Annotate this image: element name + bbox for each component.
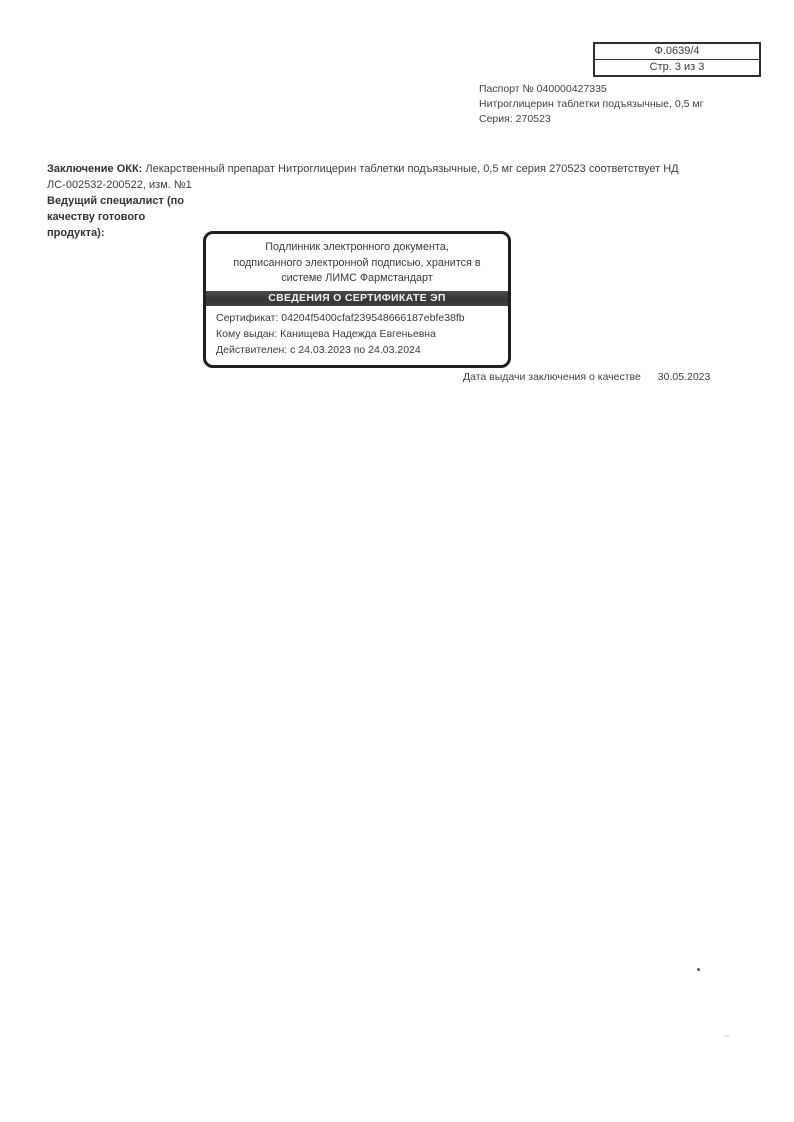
product-name: Нитроглицерин таблетки подъязычные, 0,5 мг [479,98,704,110]
certificate-band-title: СВЕДЕНИЯ О СЕРТИФИКАТЕ ЭП [206,291,508,306]
issued-to-line: Кому выдан: Канищева Надежда Евгеньевна [216,327,436,340]
certificate-line: Сертификат: 04204f5400cfaf239548666187ebfe38fb [216,311,465,324]
validity-line: Действителен: с 24.03.2023 по 24.03.2024 [216,343,421,356]
specialist-title-line1: Ведущий специалист (по [47,195,185,207]
form-code-box [593,42,761,77]
conclusion-line [47,161,757,177]
issue-date-label: Дата выдачи заключения о качестве [463,371,641,383]
stamp-header-line1: Подлинник электронного документа, [265,241,449,253]
stamp-header-line3: системе ЛИМС Фармстандарт [281,272,433,284]
signature-stamp [203,231,511,368]
page-number: Стр. 3 из 3 [595,59,759,75]
nd-number-line: ЛС-002532-200522, изм. №1 [47,179,192,191]
passport-block [479,82,703,127]
scan-noise-speck [724,1035,730,1037]
conclusion-block [47,161,757,241]
specialist-title-line3: продукта): [47,227,105,239]
form-code: Ф.0639/4 [654,45,700,57]
passport-number: Паспорт № 040000427335 [479,83,607,95]
conclusion-label: Заключение ОКК: [47,163,143,175]
certificate-details [206,306,508,366]
scan-noise-speck [697,968,700,971]
issue-date-line [463,371,710,383]
specialist-title-line2: качеству готового [47,211,146,223]
series-number: Серия: 270523 [479,113,551,125]
stamp-header [206,234,508,291]
conclusion-text: Лекарственный препарат Нитроглицерин таблетки подъязычные, 0,5 мг серия 270523 соответствует НД [145,163,679,175]
issue-date-value: 30.05.2023 [657,371,711,383]
stamp-header-line2: подписанного электронной подписью, хранится в [233,256,481,269]
